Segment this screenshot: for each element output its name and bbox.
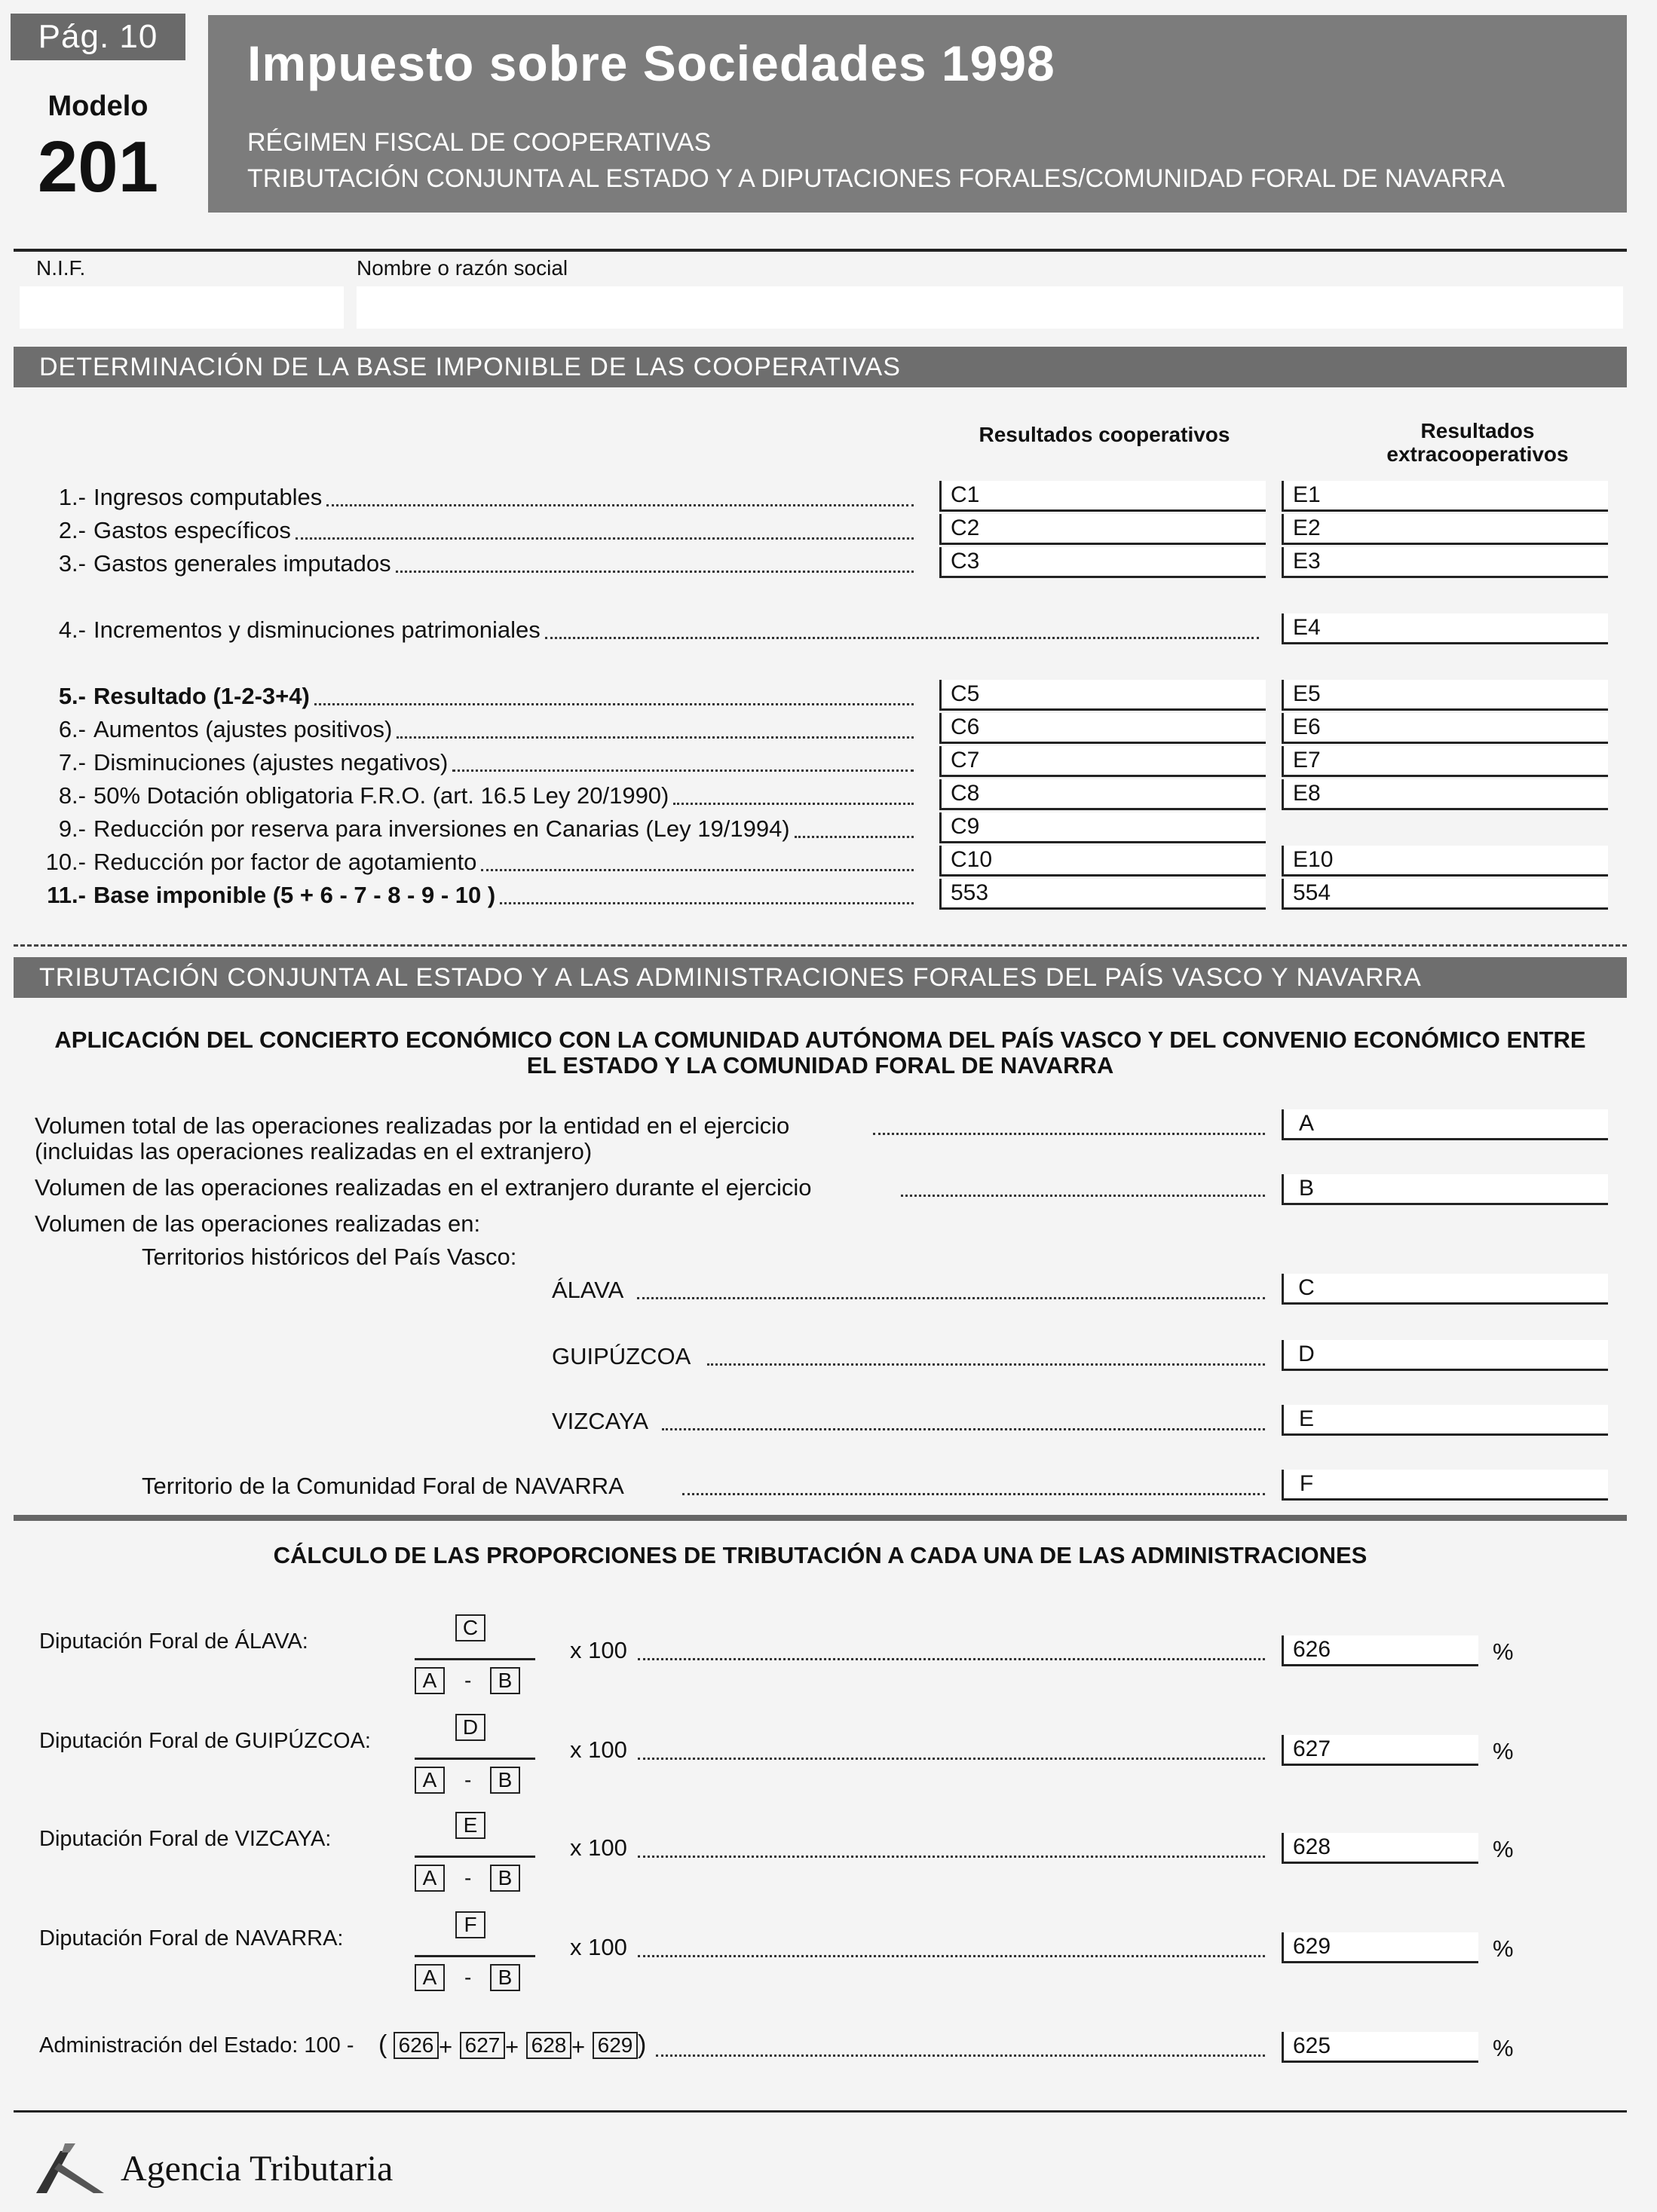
- section-tributacion-title: TRIBUTACIÓN CONJUNTA AL ESTADO Y A LAS ADMINISTRACIONES FORALES DEL PAÍS VASCO Y NAVARRA: [39, 963, 1422, 992]
- field-f[interactable]: [1282, 1470, 1608, 1501]
- navarra-label: Territorio de la Comunidad Foral de NAVARRA: [142, 1473, 624, 1499]
- minus-sign: -: [464, 1669, 472, 1692]
- name-label: Nombre o razón social: [357, 256, 568, 280]
- leader-dots: [656, 2054, 1265, 2057]
- row-label: 50% Dotación obligatoria F.R.O. (art. 16.5 Ley 20/1990): [93, 782, 669, 809]
- field-e10[interactable]: [1282, 846, 1608, 877]
- row-label: Ingresos computables: [93, 484, 323, 510]
- page-tag: Pág. 10: [11, 14, 185, 60]
- nif-label: N.I.F.: [36, 256, 86, 280]
- row-number: 8.-: [58, 782, 86, 809]
- estado-paren-open: (: [378, 2030, 387, 2059]
- field-e6[interactable]: [1282, 713, 1608, 744]
- code-c: C: [1298, 1275, 1315, 1300]
- agencia-tributaria-logo-icon: [32, 2137, 115, 2198]
- field-a[interactable]: [1282, 1109, 1608, 1140]
- form-subtitle-1: RÉGIMEN FISCAL DE COOPERATIVAS: [247, 128, 712, 157]
- row-label: Gastos específicos: [93, 517, 291, 543]
- alava-label: ÁLAVA: [552, 1277, 624, 1303]
- leader-dots: [326, 504, 914, 506]
- estado-paren-close: ): [638, 2030, 647, 2059]
- field-e3[interactable]: [1282, 547, 1608, 578]
- leader-dots: [638, 1758, 1265, 1760]
- percent-sign: %: [1493, 1738, 1514, 1764]
- fraction: [415, 1812, 535, 1902]
- field-e5[interactable]: [1282, 680, 1608, 711]
- modelo-label: Modelo: [47, 90, 149, 122]
- fraction-line: [415, 1758, 535, 1760]
- vol-en-label: Volumen de las operaciones realizadas en:: [35, 1210, 481, 1237]
- estado-code-629: 629: [593, 2032, 638, 2059]
- field-626[interactable]: [1282, 1635, 1478, 1666]
- field-code: E5: [1293, 681, 1321, 706]
- leader-dots: [397, 736, 914, 739]
- code-f: F: [1299, 1471, 1314, 1496]
- leader-dots: [500, 902, 914, 904]
- fraction-numerator-box: E: [455, 1812, 485, 1839]
- field-c5[interactable]: [939, 680, 1266, 711]
- concierto-heading-2: EL ESTADO Y LA COMUNIDAD FORAL DE NAVARRA: [526, 1052, 1114, 1078]
- field-554[interactable]: [1282, 879, 1608, 910]
- field-c10[interactable]: [939, 846, 1266, 877]
- vol-total-label: Volumen total de las operaciones realizadas por la entidad en el ejercicio: [35, 1112, 790, 1139]
- times-100: x 100: [570, 1637, 627, 1663]
- diputacion-label: Diputación Foral de GUIPÚZCOA:: [39, 1729, 371, 1753]
- leader-dots: [545, 637, 1259, 639]
- fraction-den-a-box: A: [415, 1964, 445, 1991]
- nif-field[interactable]: [20, 286, 344, 329]
- field-625[interactable]: [1282, 2032, 1478, 2063]
- field-code: C10: [951, 847, 993, 872]
- section-divider-bar: [14, 1515, 1627, 1521]
- field-e2[interactable]: [1282, 514, 1608, 545]
- field-c[interactable]: [1282, 1274, 1608, 1305]
- row-label: Gastos generales imputados: [93, 550, 391, 577]
- field-code: E7: [1293, 748, 1321, 773]
- row-number: 7.-: [58, 749, 86, 776]
- leader-dots: [396, 571, 914, 573]
- leader-dots: [296, 537, 914, 540]
- footer-divider: [14, 2110, 1627, 2113]
- territorios-label: Territorios históricos del País Vasco:: [142, 1244, 517, 1270]
- field-e[interactable]: [1282, 1405, 1608, 1436]
- code-a: A: [1298, 1111, 1314, 1136]
- field-code: C9: [951, 814, 980, 839]
- field-e7[interactable]: [1282, 746, 1608, 777]
- row-number: 1.-: [58, 484, 86, 510]
- modelo-number: 201: [37, 127, 159, 207]
- row-number: 4.-: [58, 616, 86, 643]
- minus-sign: -: [464, 1768, 472, 1791]
- guipuzcoa-label: GUIPÚZCOA: [552, 1343, 691, 1369]
- field-629[interactable]: [1282, 1932, 1478, 1963]
- leader-dots: [873, 1133, 1265, 1135]
- percent-sign: %: [1493, 2035, 1514, 2061]
- field-code: 627: [1293, 1736, 1331, 1761]
- plus-sign: +: [439, 2033, 453, 2060]
- fraction-den-a-box: A: [415, 1865, 445, 1892]
- leader-dots: [637, 1297, 1265, 1299]
- row-number: 10.-: [45, 849, 86, 875]
- vizcaya-label: VIZCAYA: [552, 1408, 649, 1434]
- leader-dots: [452, 769, 914, 772]
- percent-sign: %: [1493, 1935, 1514, 1962]
- field-code: C6: [951, 714, 980, 739]
- leader-dots: [638, 1658, 1265, 1660]
- leader-dots: [795, 836, 914, 838]
- times-100: x 100: [570, 1834, 627, 1861]
- row-label: Reducción por reserva para inversiones en Canarias (Ley 19/1994): [93, 815, 790, 842]
- field-code: 554: [1293, 880, 1331, 905]
- form-title: Impuesto sobre Sociedades 1998: [247, 35, 1055, 91]
- form-subtitle-2: TRIBUTACIÓN CONJUNTA AL ESTADO Y A DIPUTACIONES FORALES/COMUNIDAD FORAL DE NAVARRA: [247, 164, 1505, 193]
- row-label: Aumentos (ajustes positivos): [93, 716, 393, 742]
- field-code: E2: [1293, 516, 1321, 540]
- fraction-numerator-box: C: [455, 1614, 485, 1641]
- section-base-imponible-bar: [14, 347, 1627, 387]
- times-100: x 100: [570, 1934, 627, 1960]
- field-c2[interactable]: [939, 514, 1266, 545]
- fraction-den-b-box: B: [490, 1865, 520, 1892]
- field-c3[interactable]: [939, 547, 1266, 578]
- section-base-imponible-title: DETERMINACIÓN DE LA BASE IMPONIBLE DE LAS COOPERATIVAS: [39, 353, 901, 381]
- field-b[interactable]: [1282, 1174, 1608, 1205]
- fraction-numerator-box: F: [455, 1911, 485, 1938]
- leader-dots: [707, 1363, 1265, 1366]
- row-number: 11.-: [47, 882, 86, 908]
- field-code: E4: [1293, 615, 1321, 640]
- leader-dots: [901, 1195, 1265, 1197]
- fraction-den-b-box: B: [490, 1667, 520, 1694]
- leader-dots: [673, 803, 914, 805]
- field-code: 628: [1293, 1834, 1331, 1859]
- field-code: 629: [1293, 1934, 1331, 1959]
- col-header-extra-2: extracooperativos: [1386, 442, 1569, 466]
- field-e8[interactable]: [1282, 779, 1608, 810]
- field-code: 553: [951, 880, 989, 905]
- calculo-heading: CÁLCULO DE LAS PROPORCIONES DE TRIBUTACIÓN A CADA UNA DE LAS ADMINISTRACIONES: [273, 1542, 1368, 1568]
- fraction: [415, 1911, 535, 2002]
- field-e1[interactable]: [1282, 481, 1608, 512]
- col-header-coop: Resultados cooperativos: [979, 423, 1230, 446]
- field-d[interactable]: [1282, 1340, 1608, 1371]
- identification-row: [14, 249, 1627, 336]
- fraction-den-b-box: B: [490, 1767, 520, 1794]
- percent-sign: %: [1493, 1638, 1514, 1665]
- field-code: 626: [1293, 1637, 1331, 1662]
- fraction-line: [415, 1658, 535, 1660]
- vol-extranjero-label: Volumen de las operaciones realizadas en el extranjero durante el ejercicio: [35, 1174, 812, 1201]
- diputacion-label: Diputación Foral de NAVARRA:: [39, 1926, 344, 1950]
- times-100: x 100: [570, 1736, 627, 1763]
- fraction-den-a-box: A: [415, 1667, 445, 1694]
- field-code: E6: [1293, 714, 1321, 739]
- row-label: Reducción por factor de agotamiento: [93, 849, 477, 875]
- divider: [14, 944, 1627, 947]
- row-label: Disminuciones (ajustes negativos): [93, 749, 449, 776]
- minus-sign: -: [464, 1866, 472, 1889]
- fraction-numerator-box: D: [455, 1714, 485, 1741]
- field-c1[interactable]: [939, 481, 1266, 512]
- leader-dots: [638, 1856, 1265, 1858]
- row-number: 5.-: [58, 683, 86, 709]
- field-c9[interactable]: [939, 812, 1266, 843]
- field-code: C7: [951, 748, 980, 773]
- field-code: C5: [951, 681, 980, 706]
- leader-dots: [662, 1428, 1265, 1430]
- leader-dots: [638, 1955, 1265, 1957]
- field-code: C1: [951, 482, 980, 507]
- percent-sign: %: [1493, 1836, 1514, 1862]
- fraction-den-a-box: A: [415, 1767, 445, 1794]
- field-c7[interactable]: [939, 746, 1266, 777]
- field-code: E3: [1293, 549, 1321, 574]
- fraction-line: [415, 1856, 535, 1858]
- plus-sign: +: [505, 2033, 519, 2060]
- field-code: E10: [1293, 847, 1334, 872]
- col-header-extra-1: Resultados: [1420, 419, 1535, 442]
- field-code: C3: [951, 549, 980, 574]
- section-tributacion-bar: [14, 957, 1627, 998]
- field-e4[interactable]: [1282, 613, 1608, 644]
- vol-total-note: (incluidas las operaciones realizadas en el extranjero): [35, 1138, 593, 1164]
- field-c6[interactable]: [939, 713, 1266, 744]
- estado-code-627: 627: [460, 2032, 505, 2059]
- field-553[interactable]: [939, 879, 1266, 910]
- row-number: 3.-: [58, 550, 86, 577]
- row-label: Incrementos y disminuciones patrimoniales: [93, 616, 541, 643]
- agency-name: Agencia Tributaria: [121, 2149, 394, 2189]
- field-code: C2: [951, 516, 980, 540]
- leader-dots: [481, 869, 914, 871]
- name-field[interactable]: [357, 286, 1623, 329]
- row-number: 2.-: [58, 517, 86, 543]
- minus-sign: -: [464, 1966, 472, 1989]
- row-number: 6.-: [58, 716, 86, 742]
- field-627[interactable]: [1282, 1735, 1478, 1766]
- field-code: C8: [951, 781, 980, 806]
- diputacion-label: Diputación Foral de ÁLAVA:: [39, 1629, 308, 1654]
- row-number: 9.-: [58, 815, 86, 842]
- row-label: Base imponible (5 + 6 - 7 - 8 - 9 - 10 ): [93, 882, 496, 908]
- leader-dots: [682, 1493, 1265, 1495]
- field-628[interactable]: [1282, 1833, 1478, 1864]
- estado-code-628: 628: [526, 2032, 571, 2059]
- fraction: [415, 1614, 535, 1705]
- code-625: 625: [1293, 2033, 1331, 2058]
- field-code: E1: [1293, 482, 1321, 507]
- code-b: B: [1298, 1176, 1314, 1201]
- code-e: E: [1298, 1406, 1314, 1431]
- row-label: Resultado (1-2-3+4): [93, 683, 310, 709]
- estado-code-626: 626: [394, 2032, 439, 2059]
- concierto-heading-1: APLICACIÓN DEL CONCIERTO ECONÓMICO CON LA COMUNIDAD AUTÓNOMA DEL PAÍS VASCO Y DEL CONVENIO ECONÓMICO ENTRE: [54, 1026, 1586, 1053]
- code-d: D: [1298, 1342, 1315, 1366]
- plus-sign: +: [571, 2033, 586, 2060]
- diputacion-label: Diputación Foral de VIZCAYA:: [39, 1827, 332, 1851]
- fraction-den-b-box: B: [490, 1964, 520, 1991]
- fraction-line: [415, 1955, 535, 1957]
- title-banner: [208, 15, 1627, 213]
- leader-dots: [314, 703, 914, 705]
- estado-label: Administración del Estado: 100 -: [39, 2033, 354, 2057]
- fraction: [415, 1714, 535, 1804]
- field-c8[interactable]: [939, 779, 1266, 810]
- field-code: E8: [1293, 781, 1321, 806]
